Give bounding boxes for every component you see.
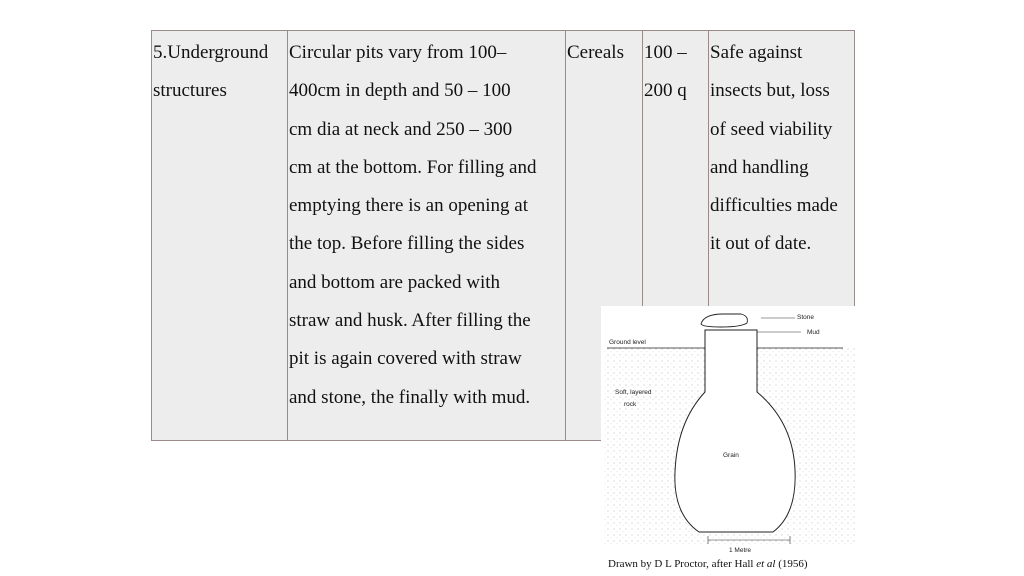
structure-cell: [152, 31, 287, 440]
structure-text: 5.Underground structures: [153, 42, 269, 102]
credit-year: (1956): [775, 558, 808, 570]
scale-label: 1 Metre: [729, 547, 752, 554]
commodity-text: Cereals: [567, 42, 624, 63]
pit-diagram-svg: [601, 306, 857, 576]
ground-level-label: Ground level: [609, 339, 646, 346]
credit-prefix: Drawn by D L Proctor, after Hall: [608, 558, 757, 570]
grain-label: Grain: [723, 452, 739, 459]
stone-label: Stone: [797, 314, 814, 321]
description-cell: [287, 31, 565, 440]
rock-label: Soft, layered: [615, 389, 652, 396]
rock-label-2: rock: [624, 401, 637, 408]
capacity-text: 100 – 200 q: [644, 42, 687, 102]
underground-pit-diagram: [601, 306, 857, 576]
credit-etal: et al: [756, 558, 776, 570]
stone-shape: [701, 314, 747, 327]
description-text: Circular pits vary from 100– 400cm in depth and 50 – 100 cm dia at neck and 250 – 300 cm at the bottom. For filling and emptying there is an opening at the top. Before filling the sides and bottom are packed with straw and husk. After filling the pit is again covered with straw and stone, the finally with mud.: [289, 42, 537, 408]
remarks-text: Safe against insects but, loss of seed viability and handling difficulties made it out of date.: [710, 42, 838, 255]
mud-label: Mud: [807, 329, 820, 336]
figure-credit: [608, 558, 808, 570]
